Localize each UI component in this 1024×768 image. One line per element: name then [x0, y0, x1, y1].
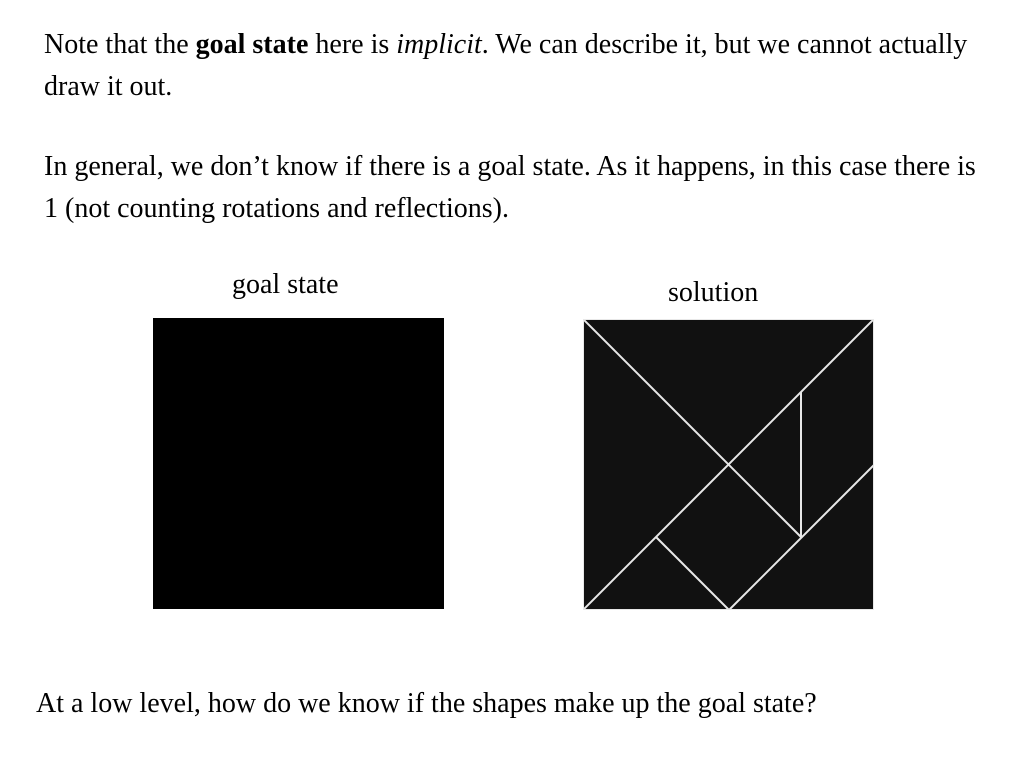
- solution-label: solution: [668, 277, 759, 308]
- intro-text-1: Note that the: [44, 29, 196, 60]
- implicit-term: implicit: [396, 29, 482, 60]
- tangram-solution: [583, 319, 874, 610]
- question-text: At a low level, how do we know if the shapes make up the goal state?: [36, 688, 817, 719]
- intro-paragraph: [44, 24, 984, 108]
- intro-text-2: here is: [308, 29, 397, 60]
- goal-state-term: goal state: [195, 29, 309, 60]
- goal-state-silhouette: [153, 318, 444, 609]
- goal-state-label: goal state: [232, 269, 339, 300]
- intro-text-3: . We can describe it, but we cannot actually draw it out.: [44, 29, 968, 102]
- general-paragraph: In general, we don’t know if there is a goal state. As it happens, in this case there is 1 (not counting rotations and reflections).: [44, 151, 976, 224]
